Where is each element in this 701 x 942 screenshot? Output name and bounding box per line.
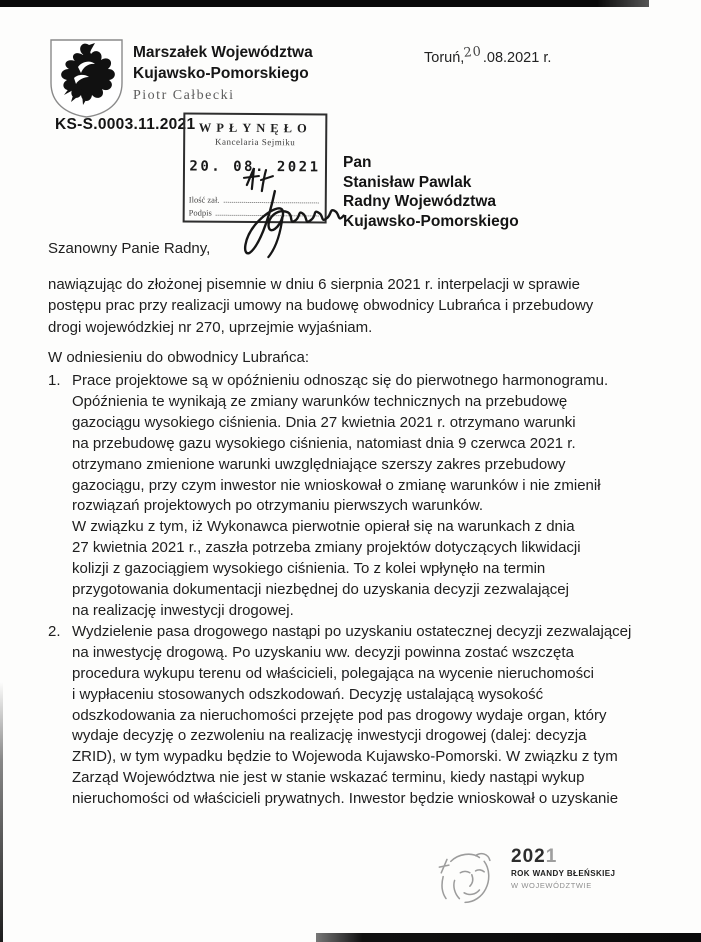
- text-line: na realizację inwestycji drogowej.: [72, 601, 294, 619]
- sender-title-line1: Marszałek Województwa: [133, 44, 313, 61]
- date-rest: .08.2021 r.: [482, 50, 552, 66]
- text-line: i wypłaceniu stosowanych odszkodowań. Decyzję ustalającą wysokość: [72, 685, 544, 703]
- scan-artifact-bottom: [316, 933, 701, 942]
- list-item-1: [48, 371, 648, 622]
- text-line: 27 kwietnia 2021 r., zaszła potrzeba zmiany projektów dotyczących likwidacji: [72, 539, 581, 557]
- text-line: Radny Województwa: [343, 193, 497, 210]
- text-line: na inwestycję drogową. Po uzyskaniu ww. decyzji powinna zostać wszczęta: [72, 643, 574, 661]
- numbered-list: [48, 371, 648, 810]
- list-item-number: 2.: [48, 622, 61, 640]
- stamp-office: Kancelaria Sejmiku: [215, 136, 296, 148]
- text-line: Prace projektowe są w opóźnieniu odnosząc się do pierwotnego harmonogramu.: [72, 372, 609, 389]
- intro-paragraph: [48, 274, 593, 338]
- text-line: kolizji z gazociągiem wysokiego ciśnienia. To z kolei wpłynęło na termin: [72, 560, 546, 578]
- text-line: przygotowania dokumentacji niezbędnej do uzyskania decyzji zezwalającej: [72, 581, 569, 599]
- footer-year-bold: 202: [511, 846, 546, 867]
- text-line: Zarząd Województwa nie jest w stanie wskazać terminu, kiedy nastąpi wykup: [72, 769, 585, 787]
- handwritten-signature: [216, 165, 347, 261]
- footer-logo-text: [511, 843, 615, 910]
- text-line: otrzymano zmienione warunki uwzględniające szerszy zakres przebudowy: [72, 455, 566, 473]
- wanda-blenska-portrait-sketch-icon: [433, 848, 501, 910]
- sender-block: [133, 42, 313, 104]
- text-line: rozwiązań projektowych po otrzymaniu pierwszych warunków.: [72, 497, 484, 515]
- text-line: Wydzielenie pasa drogowego nastąpi po uzyskaniu ostatecznej decyzji zezwalającej: [72, 622, 632, 640]
- text-line: drogi wojewódzkiej nr 270, uprzejmie wyjaśniam.: [48, 318, 373, 336]
- list-item-2: [48, 622, 648, 810]
- text-line: nieruchomości od właścicieli prywatnych. Inwestor będzie wnioskował o uzyskanie: [72, 790, 619, 808]
- text-line: gazociągu wysokiego ciśnienia. Dnia 27 kwietnia 2021 r. otrzymano warunki: [72, 413, 576, 431]
- text-line: Opóźnienia te wynikają ze zmiany warunków technicznych na przebudowę: [72, 392, 568, 410]
- text-line: postępu prac przy realizacji umowy na budowę obwodnicy Lubrańca i przebudowy: [48, 297, 594, 315]
- footer-logo-line2: W WOJEWÓDZTWIE: [511, 881, 592, 890]
- text-line: Kujawsko-Pomorskiego: [343, 212, 519, 230]
- text-line: ZRID), w tym wypadku będzie to Wojewoda Kujawsko-Pomorski. W związku z tym: [72, 748, 618, 766]
- text-line: nawiązując do złożonej pisemnie w dniu 6 sierpnia 2021 r. interpelacji w sprawie: [48, 276, 580, 293]
- sender-title-line2: Kujawsko-Pomorskiego: [133, 65, 309, 82]
- list-item-number: 1.: [48, 372, 61, 389]
- text-line: na przebudowę gazu wysokiego ciśnienia, natomiast dnia 9 czerwca 2021 r.: [72, 434, 576, 452]
- text-line: odszkodowania za nieruchomości przejęte pod pas drogowy wydaje organ, który: [72, 706, 607, 724]
- list-item-text: [72, 622, 648, 810]
- text-line: Stanisław Pawlak: [343, 173, 472, 191]
- footer-year: [511, 847, 615, 866]
- stamp-attachments-label: Ilość zał.: [188, 194, 220, 205]
- reference-number: KS-S.0003.11.2021: [55, 116, 196, 133]
- scan-artifact-left-edge: [0, 682, 3, 942]
- footer-year-light: 1: [545, 846, 558, 867]
- date-place: Toruń,: [424, 50, 465, 66]
- footer-logo-line1: ROK WANDY BŁEŃSKIEJ: [511, 869, 616, 878]
- text-line: wydaje decyzję o zezwoleniu na realizację inwestycji drogowej (dalej: decyzja: [72, 727, 587, 745]
- salutation: Szanowny Panie Radny,: [48, 240, 211, 257]
- scan-artifact-top: [0, 0, 649, 7]
- text-line: procedura wykupu terenu od właścicieli, polegająca na wycenie nieruchomości: [72, 664, 594, 682]
- stamp-date: 20. 08. 2021: [189, 158, 321, 176]
- date-handwritten-day: 20: [463, 44, 483, 61]
- sender-name: Piotr Całbecki: [133, 88, 235, 103]
- text-line: W związku z tym, iż Wykonawca pierwotnie opierał się na warunkach z dnia: [72, 518, 575, 536]
- received-stamp: [183, 112, 328, 223]
- stamp-title: WPŁYNĘŁO: [198, 120, 312, 136]
- addressee-block: [343, 153, 519, 231]
- text-line: Pan: [343, 154, 372, 171]
- coat-of-arms-icon: [45, 37, 128, 120]
- footer-logo: [433, 843, 615, 910]
- dateline: [424, 44, 552, 66]
- stamp-signature-label: Podpis: [188, 207, 212, 218]
- text-line: gazociągu, przy czym inwestor nie wnioskował o zmianę warunków i nie zmienił: [72, 476, 601, 494]
- list-item-text: [72, 371, 648, 622]
- section-heading: W odniesieniu do obwodnicy Lubrańca:: [48, 349, 309, 366]
